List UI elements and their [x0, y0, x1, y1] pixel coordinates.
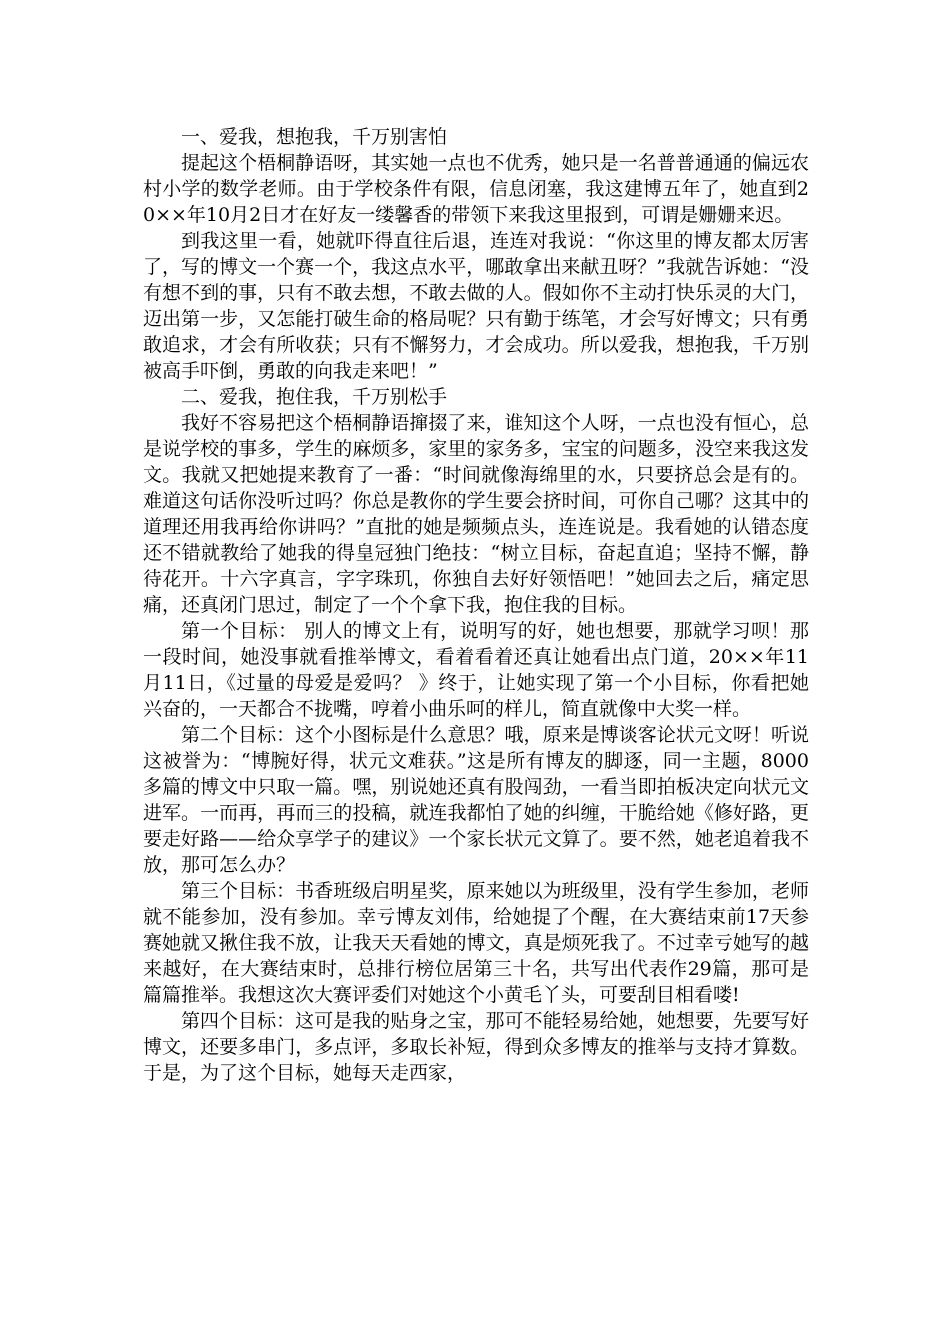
paragraph-goal-3: 第三个目标：书香班级启明星奖，原来她以为班级里，没有学生参加，老师就不能参加，没有参加。幸亏博友刘伟，给她提了个醒，在大赛结束前17天参赛她就又揪住我不放，让我天天看她的博文，真是烦死我了。不过幸亏她写的越来越好，在大赛结束时，总排行榜位居第三十名，共写出代表作29篇，那可是篇篇推举。我想这次大赛评委们对她这个小黄毛丫头，可要刮目相看喽!	[143, 880, 809, 1006]
article-body	[143, 124, 809, 1086]
section-heading-2: 二、爱我，抱住我，千万别松手	[181, 386, 448, 408]
paragraph-encouragement: 到我这里一看，她就吓得直往后退，连连对我说：“你这里的博友都太厉害了，写的博文一个赛一个，我这点水平，哪敢拿出来献丑呀？”我就告诉她：“没有想不到的事，只有不敢去想，不敢去做的人。假如你不主动打快乐灵的大门，迈出第一步，又怎能打破生命的格局呢？只有勤于练笔，才会写好博文；只有勇敢追求，才会有所收获；只有不懈努力，才会成功。所以爱我，想抱我，千万别被高手吓倒，勇敢的向我走来吧！”	[143, 230, 809, 382]
paragraph-intro: 提起这个梧桐静语呀，其实她一点也不优秀，她只是一名普普通通的偏远农村小学的数学老师。由于学校条件有限，信息闭塞，我这建博五年了，她直到20××年10月2日才在好友一缕馨香的带领下来我这里报到，可谓是姗姗来迟。	[143, 152, 809, 226]
paragraph-education: 我好不容易把这个梧桐静语撺掇了来，谁知这个人呀，一点也没有恒心，总是说学校的事多，学生的麻烦多，家里的家务多，宝宝的问题多，没空来我这发文。我就又把她提来教育了一番：“时间就像海绵里的水，只要挤总会是有的。难道这句话你没听过吗？你总是教你的学生要会挤时间，可你自己哪？这其中的道理还用我再给你讲吗？”直批的她是频频点头，连连说是。我看她的认错态度还不错就教给了她我的得皇冠独门绝技：“树立目标，奋起直追；坚持不懈，静待花开。十六字真言，字字珠玑，你独自去好好领悟吧！”她回去之后，痛定思痛，还真闭门思过，制定了一个个拿下我，抱住我的目标。	[143, 412, 809, 616]
paragraph-goal-2: 第二个目标：这个小图标是什么意思？哦，原来是博谈客论状元文呀！听说这被誉为：“博腕好得，状元文难获。”这是所有博友的脚逐，同一主题，8000多篇的博文中只取一篇。嘿，别说她还真有股闯劲，一看当即拍板决定向状元文进军。一而再，再而三的投稿，就连我都怕了她的纠缠，干脆给她《修好路，更要走好路——给众享学子的建议》一个家长状元文算了。要不然，她老追着我不放，那可怎么办？	[143, 724, 809, 876]
section-heading-1: 一、爱我，想抱我，千万别害怕	[181, 126, 448, 148]
paragraph-goal-4: 第四个目标：这可是我的贴身之宝，那可不能轻易给她，她想要，先要写好博文，还要多串门，多点评，多取长补短，得到众多博友的推举与支持才算数。于是，为了这个目标，她每天走西家，	[143, 1010, 809, 1084]
paragraph-goal-1: 第一个目标： 别人的博文上有，说明写的好，她也想要，那就学习呗！那一段时间，她没事就看推举博文，看着看着还真让她看出点门道，20××年11月11日，《过量的母爱是爱吗？ 》终于，让她实现了第一个小目标，你看把她兴奋的，一天都合不拢嘴，哼着小曲乐呵的样儿，简直就像中大奖一样。	[143, 620, 809, 720]
